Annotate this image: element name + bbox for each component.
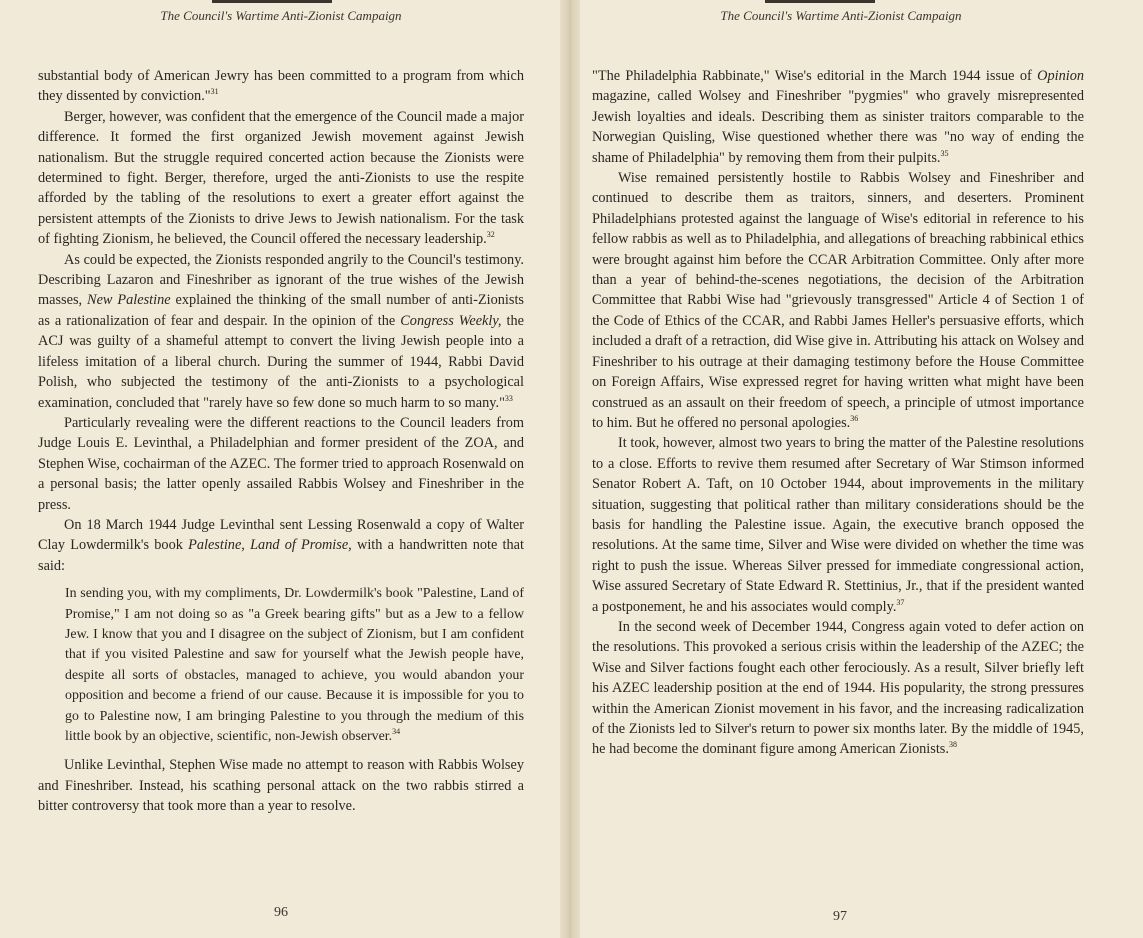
page-body xyxy=(592,66,1084,760)
publication-title: Opinion xyxy=(1037,68,1084,84)
footnote-ref: 33 xyxy=(504,393,513,403)
page-number: 96 xyxy=(274,905,288,920)
paragraph: Berger, however, was confident that the emergence of the Council made a major difference. It formed the first organized Jewish movement against Jewish nationalism. But the struggle required concerted action because the Zionists were determined to fight. Berger, therefore, urged the anti-Zionists to use the respite afforded by the tabling of the resolutions to exert a greater effort against the persistent attempts of the Zionists to drive Jews to Jewish nationalism. For the task of fighting Zionism, he believed, the Council offered the necessary leadership.$^{32}$ xyxy=(38,108,524,248)
page-body xyxy=(38,66,524,817)
footnote-ref: 34 xyxy=(392,727,401,736)
footnote-ref: 31 xyxy=(210,87,219,97)
paragraph: "The Philadelphia Rabbinate," Wise's editorial in the March 1944 issue of Opinion magazine, called Wolsey and Fineshriber "pygmies" who gravely misrepresented Jewish loyalties and ideals. Describing them as sinister traitors comparable to the Norwegian Quisling, Wise questioned whether there was "no way of ending the shame of Philadelphia" by removing them from their pulpits.$^{35}$ xyxy=(592,68,1084,166)
left-page xyxy=(0,0,568,938)
footnote-ref: 32 xyxy=(486,230,495,240)
paragraph: Wise remained persistently hostile to Rabbis Wolsey and Fineshriber and continued to describe them as traitors, sinners, and deserters. Prominent Philadelphians protested against the language of Wise's editorial in reference to his fellow rabbis as well as to Philadelphia, and allegations of breaching rabbinical ethics were brought against him before the CCAR Arbitration Committee. Only after more than a year of behind-the-scenes negotiations, the decision of the Arbitration Committee that Rabbi Wise had "grievously transgressed" Article 4 of Section 1 of the Code of Ethics of the CCAR, and Rabbi James Heller's persuasive efforts, which included a draft of a retraction, did Wise give in. Attributing his attack on Wolsey and Fineshriber to his outrage at their damaging testimony before the House Committee on Foreign Affairs, Wise expressed regret for having written what might have been construed as an assault on their freedom of speech, a principle of utmost importance to him. But he offered no personal apologies.$^{36}$ xyxy=(592,170,1084,431)
paragraph: In the second week of December 1944, Congress again voted to defer action on the resolutions. This provoked a serious crisis within the leadership of the AZEC; the Wise and Silver factions fought each other ferociously. As a result, Silver briefly left his AZEC leadership position at the end of 1944. His popularity, the strong pressures within the American Zionist movement in his favor, and the increasing radicalization of the Zionists led to Silver's return to power six months later. By the middle of 1945, he had become the dominant figure among American Zionists.$^{38}$ xyxy=(592,618,1084,758)
paragraph: It took, however, almost two years to bring the matter of the Palestine resolutions to a close. Efforts to revive them resumed after Secretary of War Stimson informed Senator Robert A. Taft, on 10 October 1944, about improvements in the military situation, suggesting that political rather than military considerations should be the basis for handling the Palestine issue. Again, the executive branch opposed the resolutions. At the same time, Silver and Wise were divided on whether the time was right to push the issue. Whereas Silver pressed for immediate congressional action, Wise assured Secretary of State Edward R. Stettinius, Jr., that if the president wanted a postponement, he and his associates would comply.$^{37}$ xyxy=(592,435,1084,615)
paragraph: On 18 March 1944 Judge Levinthal sent Lessing Rosenwald a copy of Walter Clay Lowdermilk's book Palestine, Land of Promise, with a handwritten note that said: xyxy=(38,516,524,574)
header-rule xyxy=(765,0,875,3)
footnote-ref: 37 xyxy=(896,597,905,607)
book-gutter xyxy=(560,0,580,938)
right-page xyxy=(570,0,1143,938)
running-header: The Council's Wartime Anti-Zionist Campaign xyxy=(160,8,402,23)
block-quote: In sending you, with my compliments, Dr. Lowdermilk's book "Palestine, Land of Promise," I am not doing so as "a Greek bearing gifts" but as a Jew to a fellow Jew. I know that you and I disagree on the subject of Zionism, but I am confident that if you visited Palestine and saw for yourself what the Jewish people have, despite all sorts of obstacles, managed to achieve, you would abandon your opposition and become a friend of our cause. Because it is impossible for you to go to Palestine now, I am bringing Palestine to you through the medium of this little book by an objective, scientific, non-Jewish observer.$^{34}$ xyxy=(65,586,524,744)
paragraph: Unlike Levinthal, Stephen Wise made no attempt to reason with Rabbis Wolsey and Fineshriber. Instead, his scathing personal attack on the two rabbis stirred a bitter controversy that took more than a year to resolve. xyxy=(38,757,524,815)
page-number: 97 xyxy=(833,909,847,924)
running-header: The Council's Wartime Anti-Zionist Campaign xyxy=(720,8,962,23)
header-rule xyxy=(212,0,332,3)
book-title: Palestine, Land of Promise, xyxy=(188,537,352,554)
paragraph: As could be expected, the Zionists responded angrily to the Council's testimony. Describing Lazaron and Fineshriber as ignorant of the true wishes of the Jewish masses, New Palestine explained the thinking of the small number of anti-Zionists as a rationalization of fear and despair. In the opinion of the Congress Weekly, the ACJ was guilty of a shameful attempt to convert the living Jewish people into a lifeless imitation of a liberal church. During the summer of 1944, Rabbi David Polish, who subjected the testimony of the anti-Zionists to a psychological examination, concluded that "rarely have so few done so much harm to so many."$^{33}$ xyxy=(38,251,524,411)
footnote-ref: 35 xyxy=(940,148,949,158)
publication-title: Congress Weekly, xyxy=(400,312,502,329)
publication-title: New Palestine xyxy=(87,292,171,309)
footnote-ref: 38 xyxy=(948,740,957,750)
paragraph: Particularly revealing were the different reactions to the Council leaders from Judge Louis E. Levinthal, a Philadelphian and former president of the ZOA, and Stephen Wise, cochairman of the AZEC. The former tried to approach Rosenwald on a personal basis; the latter openly assailed Rabbis Wolsey and Fineshriber in the press. xyxy=(38,414,524,513)
paragraph: substantial body of American Jewry has been committed to a program from which they dissented by conviction."$^{31}$ xyxy=(38,68,524,105)
footnote-ref: 36 xyxy=(850,413,859,423)
